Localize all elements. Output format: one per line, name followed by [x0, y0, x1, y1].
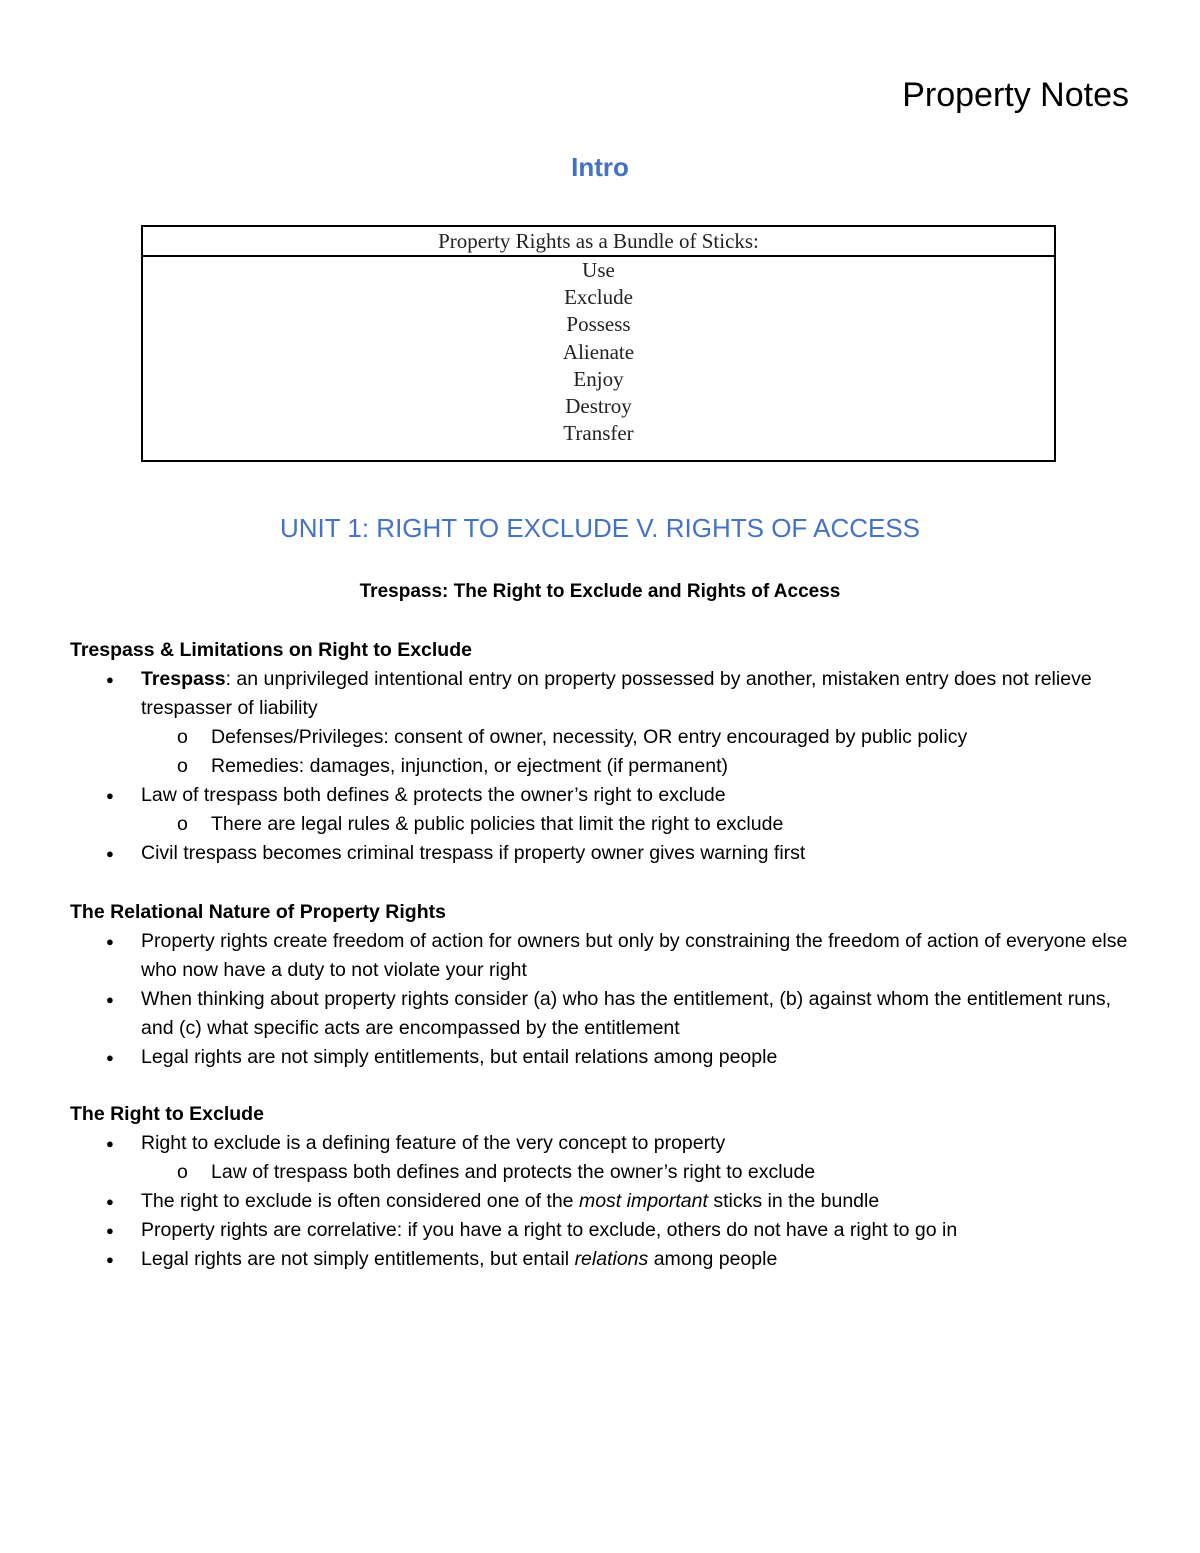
list-item: ● Right to exclude is a defining feature of the very concept to property — [70, 1129, 1140, 1158]
list-item — [70, 665, 1140, 723]
bundle-item: Exclude — [564, 285, 633, 310]
list-item-text: among people — [648, 1248, 778, 1270]
intro-heading: Intro — [571, 152, 629, 182]
unit-heading: UNIT 1: RIGHT TO EXCLUDE V. RIGHTS OF ACCESS — [279, 513, 921, 543]
section-title: The Right to Exclude — [70, 1103, 264, 1125]
bundle-item: Enjoy — [573, 366, 624, 391]
list-item: ● When thinking about property rights consider (a) who has the entitlement, (b) against whom the entitlement runs, and (c) what specific acts are encompassed by the entitlement — [70, 985, 1140, 1043]
list-item: ● Civil trespass becomes criminal trespass if property owner gives warning first — [70, 839, 1140, 868]
list-item: ● Legal rights are not simply entitlements, but entail relations among people — [70, 1043, 1140, 1072]
list-item — [70, 1187, 1140, 1216]
sub-list-item: o Defenses/Privileges: consent of owner, necessity, OR entry encouraged by public policy — [70, 723, 1140, 752]
section-relational-nature — [70, 898, 1140, 1072]
document-header-title: Property Notes — [902, 76, 1129, 114]
list-item — [70, 1245, 1140, 1274]
bundle-items-list — [143, 257, 1054, 447]
bundle-item: Alienate — [562, 339, 635, 364]
bullet-list — [70, 1129, 1140, 1274]
sub-list-item: o There are legal rules & public policies that limit the right to exclude — [70, 810, 1140, 839]
list-item-text: : an unprivileged intentional entry on property possessed by another, mistaken entry does not relieve trespasser of liability — [141, 668, 1092, 719]
list-item: ● Property rights are correlative: if you have a right to exclude, others do not have a right to go in — [70, 1216, 1140, 1245]
list-item-text: The right to exclude is often considered one of the — [141, 1190, 579, 1212]
list-item: ● Property rights create freedom of action for owners but only by constraining the freedom of action of everyone else who now have a duty to not violate your right — [70, 927, 1140, 985]
section-right-to-exclude — [70, 1100, 1140, 1274]
emphasis-text: most important — [578, 1190, 708, 1212]
list-item-text: Legal rights are not simply entitlements, but entail — [141, 1248, 575, 1270]
bundle-item: Use — [582, 258, 615, 282]
term-trespass: Trespass — [141, 668, 226, 690]
list-item: ● Law of trespass both defines & protects the owner’s right to exclude — [70, 781, 1140, 810]
bundle-table-header: Property Rights as a Bundle of Sticks: — [143, 227, 1054, 257]
unit-subheading: Trespass: The Right to Exclude and Rights of Access — [359, 581, 841, 602]
bundle-item: Possess — [566, 312, 631, 337]
section-title: Trespass & Limitations on Right to Exclude — [70, 639, 472, 661]
emphasis-text: relations — [574, 1248, 649, 1270]
bullet-list — [70, 665, 1140, 868]
section-trespass-limitations — [70, 636, 1140, 868]
bundle-of-sticks-table — [141, 225, 1056, 462]
list-item-text: sticks in the bundle — [707, 1190, 880, 1212]
bundle-item: Transfer — [563, 421, 634, 446]
sub-list-item: o Law of trespass both defines and protects the owner’s right to exclude — [70, 1158, 1140, 1187]
bundle-item: Destroy — [565, 393, 632, 418]
sub-list-item: o Remedies: damages, injunction, or ejectment (if permanent) — [70, 752, 1140, 781]
section-title: The Relational Nature of Property Rights — [70, 901, 446, 923]
bullet-list — [70, 927, 1140, 1072]
